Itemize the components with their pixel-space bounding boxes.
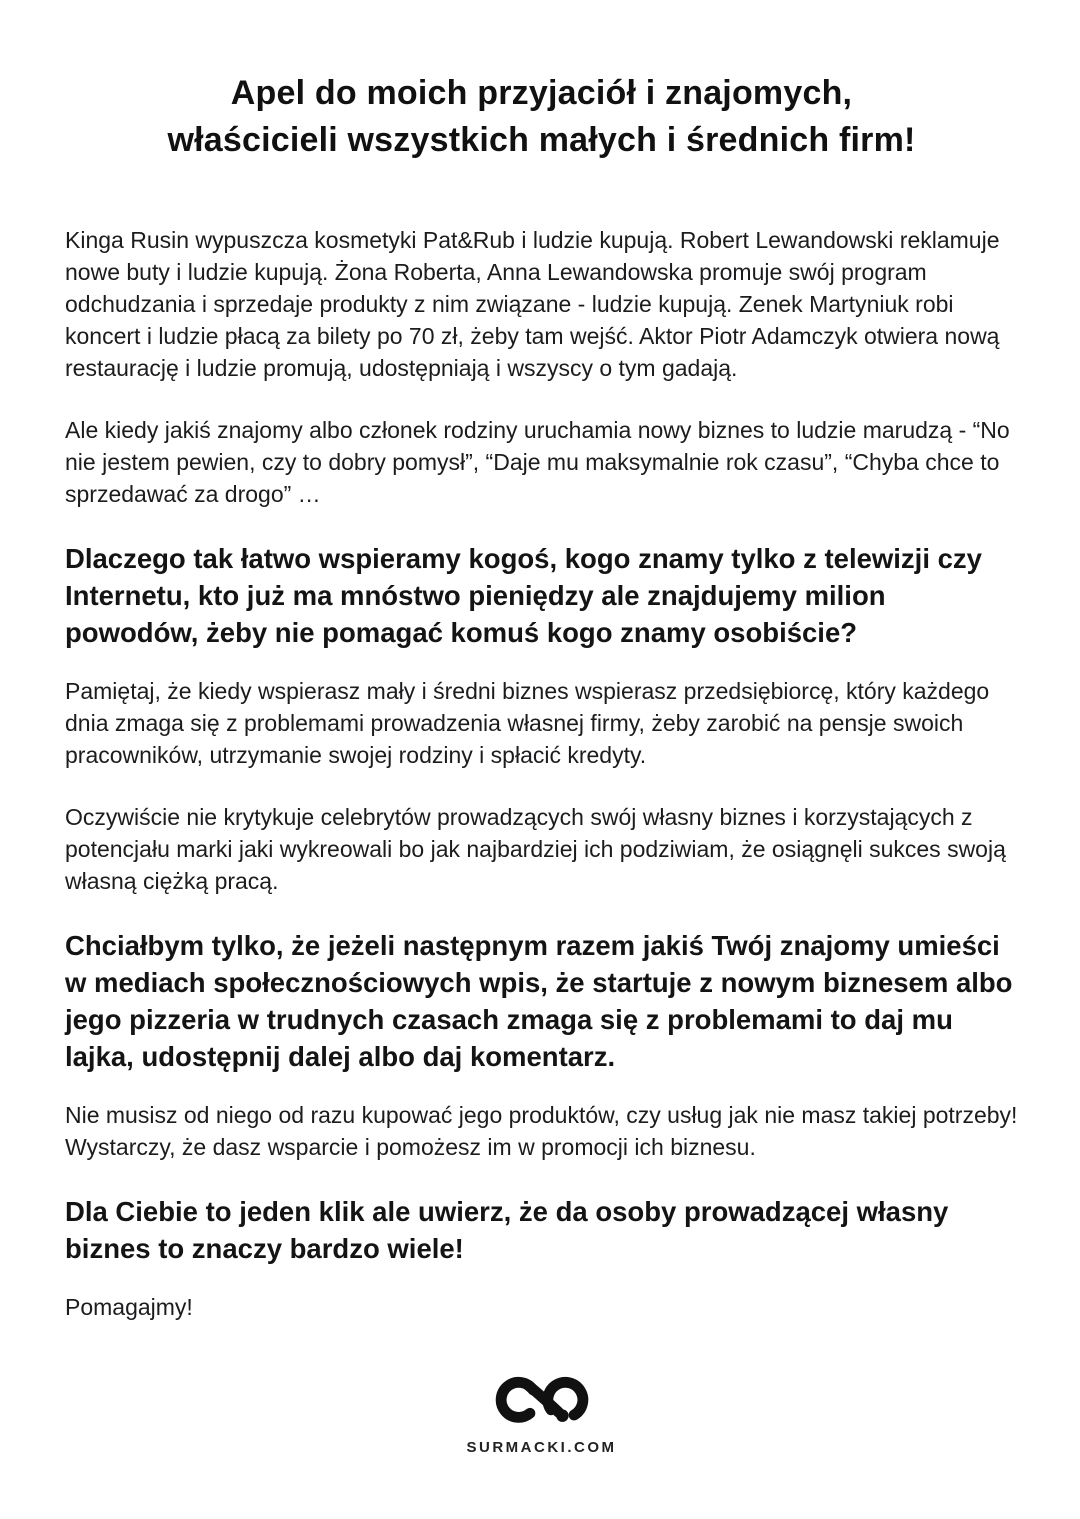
infinity-logo-icon [492,1369,592,1429]
paragraph-friends-complain: Ale kiedy jakiś znajomy albo członek rodziny uruchamia nowy biznes to ludzie marudzą - “No nie jestem pewien, czy to dobry pomysł”, “Daje mu maksymalnie rok czasu”, “Chyba chce to sprzedawać za drogo” … [65,417,1010,507]
paragraph-no-need-to-buy: Nie musisz od niego od razu kupować jego produktów, czy usług jak nie masz takiej potrzeby! Wystarczy, że dasz wsparcie i pomożesz im w promocji ich biznesu. [65,1102,1018,1160]
footer [65,1369,1018,1456]
paragraph-celebrities: Kinga Rusin wypuszcza kosmetyki Pat&Rub i ludzie kupują. Robert Lewandowski reklamuje nowe buty i ludzie kupują. Żona Roberta, Anna Lewandowska promuje swój program odchudzania i sprzedaje produkty z nim związane - ludzie kupują. Zenek Martyniuk robi koncert i ludzie płacą za bilety po 70 zł, żeby tam wejść. Aktor Piotr Adamczyk otwiera nową restaurację i ludzie promują, udostępniają i wszyscy o tym gadają. [65,227,1000,381]
paragraph-remember: Pamiętaj, że kiedy wspierasz mały i średni biznes wspierasz przedsiębiorcę, który każdego dnia zmaga się z problemami prowadzenia własnej firmy, żeby zarobić na pensje swoich pracowników, utrzymanie swojej rodziny i spłacić kredyty. [65,678,990,768]
page-title-line-1: Apel do moich przyjaciół i znajomych, [230,74,853,112]
page-title-line-2: właścicieli wszystkich małych i średnich firm! [167,121,916,159]
paragraph-question-bold: Dlaczego tak łatwo wspieramy kogoś, kogo znamy tylko z telewizji czy Internetu, kto już ma mnóstwo pieniędzy ale znajdujemy milion powodów, żeby nie pomagać komuś kogo znamy osobiście? [65,543,982,648]
brand-text: SURMACKI.COM [466,1439,617,1456]
paragraph-celebrities-respect: Oczywiście nie krytykuje celebrytów prowadzących swój własny biznes i korzystających z potencjału marki jaki wykreowali bo jak najbardziej ich podziwiam, że osiągnęli sukces swoją własną ciężką pracą. [65,804,1006,894]
page-title [65,70,1018,164]
paragraph-lets-help: Pomagajmy! [65,1294,193,1320]
paragraph-one-click-bold: Dla Ciebie to jeden klik ale uwierz, że da osoby prowadzącej własny biznes to znaczy bardzo wiele! [65,1196,949,1264]
paragraph-call-to-action-bold: Chciałbym tylko, że jeżeli następnym razem jakiś Twój znajomy umieści w mediach społecznościowych wpis, że startuje z nowym biznesem albo jego pizzeria w trudnych czasach zmaga się z problemami to daj mu lajka, udostępnij dalej albo daj komentarz. [65,930,1013,1072]
